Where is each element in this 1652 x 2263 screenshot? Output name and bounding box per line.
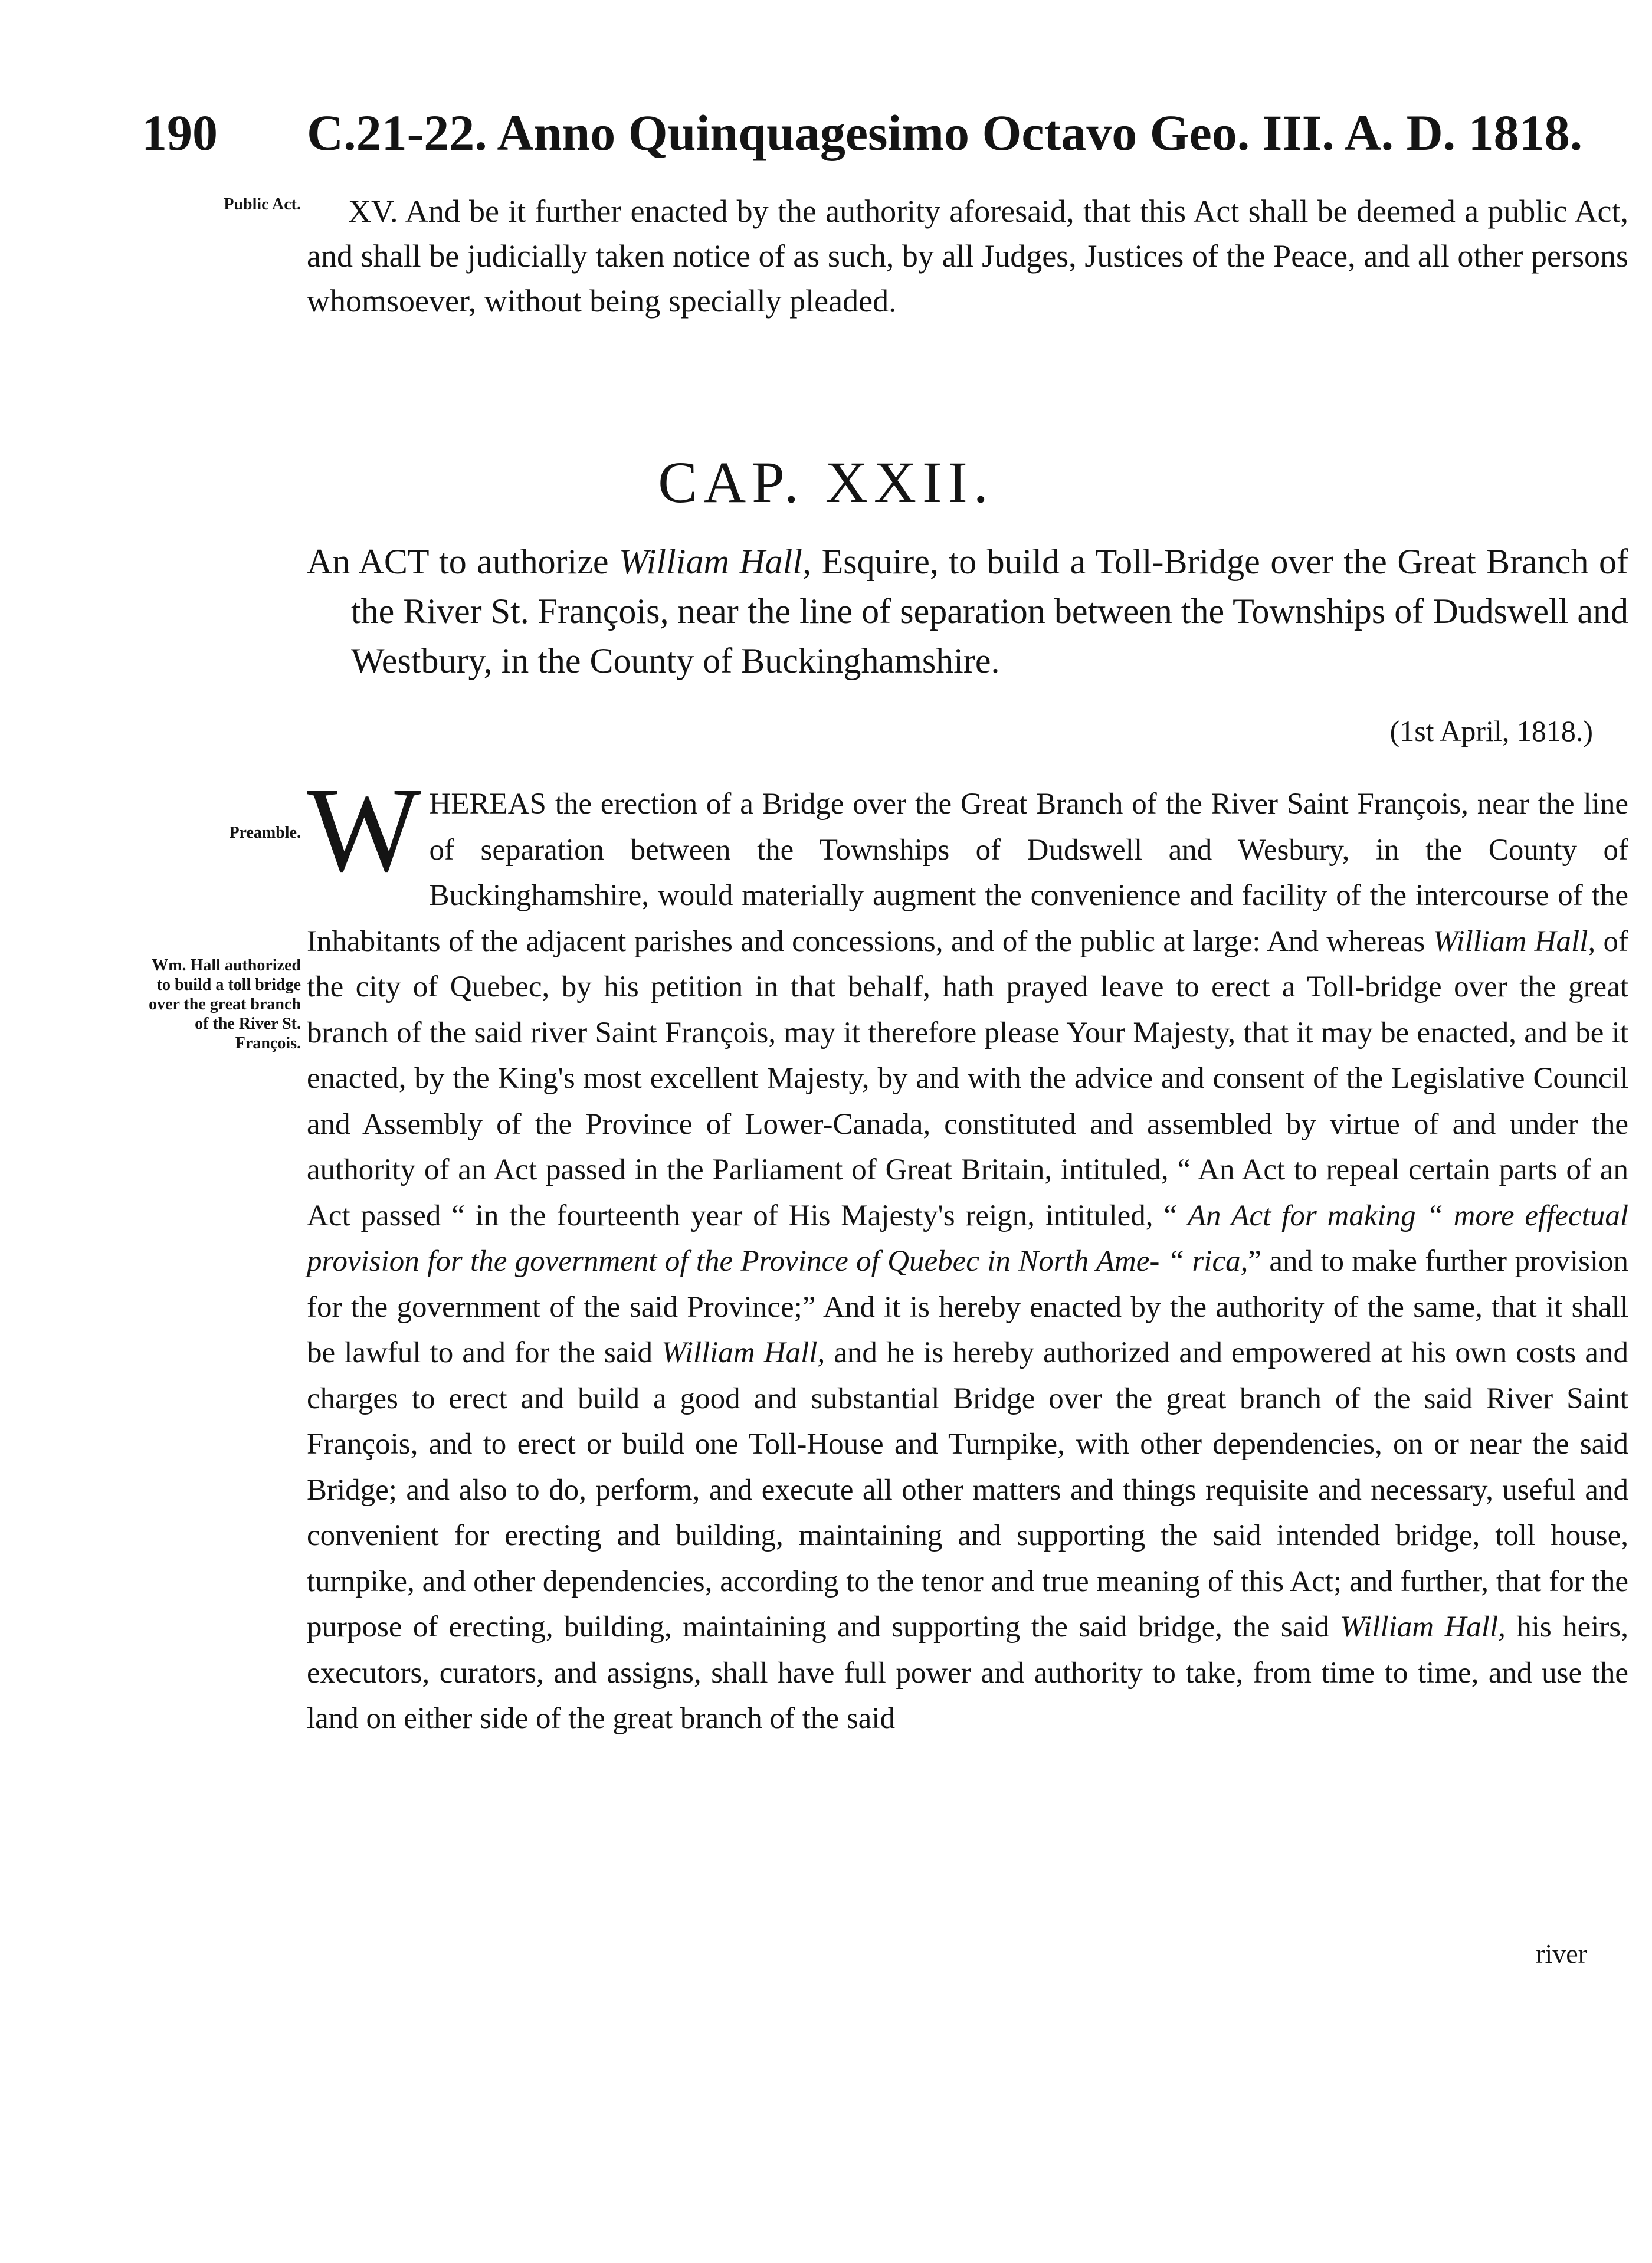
page-number: 190 — [142, 104, 218, 161]
name-william-hall-3: William Hall, — [1340, 1611, 1506, 1644]
act-date: (1st April, 1818.) — [1389, 714, 1593, 747]
act-title-rest: Esquire, to build a Toll-Bridge over the Great Branch of the River St. François, near the line of separation between the Townships of Dudswell and Westbury, in the County of Buckinghamshire. — [351, 542, 1628, 680]
body-text-4: and he is hereby authorized and empowered at his own costs and charges to erect and build a good and substantial Bridge over the great branch of the said River Saint François, and to erect or build one Toll-House and Turnpike, with other dependencies, on or near the said Bridge; and also to do, perform, and execute all other matters and things requisite and necessary, useful and convenient for erecting and building, maintaining and supporting the said intended bridge, toll house, turnpike, and other dependencies, according to the tenor and true meaning of this Act; and further, that for the purpose of erecting, building, maintaining and supporting the said bridge, the said — [307, 1336, 1628, 1644]
preamble-body — [307, 763, 1629, 1742]
name-william-hall-1: William Hall, — [1433, 924, 1596, 958]
body-text-1: HEREAS the erection of a Bridge over the Great Branch of the River Saint François, near the line of separation between the Townships of Dudswell and Wesbury, in the County of Buckinghamshire, would materially augment the convenience and facility of the intercourse of the Inhabitants of the adjacent parishes and concessions, and of the public at large: And whereas — [307, 788, 1628, 958]
chapter-heading: CAP. XXII. — [658, 450, 994, 515]
body-text-5: his heirs, executors, curators, and assigns, shall have full power and authority to take, from time to time, and use the land on either side of the great branch of the said — [307, 1611, 1628, 1735]
running-head: C.21-22. Anno Quinquagesimo Octavo Geo. III. A. D. 1818. — [307, 104, 1583, 161]
name-william-hall-2: William Hall, — [661, 1336, 825, 1369]
act-title-line — [307, 537, 1628, 686]
catchword: river — [1536, 1939, 1587, 1969]
section-xv-text: XV. And be it further enacted by the authority aforesaid, that this Act shall be deemed a public Act, and shall be judicially taken notice of as such, by all Judges, Justices of the Peace, and all other persons whomsoever, without being specially pleaded. — [307, 193, 1628, 319]
body-text-3: ” and to make further provision for the government of the said Province;” And it is hereby enacted by the authority of the same, that it shall be lawful to and for the said — [307, 1245, 1629, 1369]
margin-note-public-act: Public Act. — [224, 195, 301, 214]
cited-act-title: An Act for making “ more effectual provision for the government of the Province of Quebec in North Ame- “ rica, — [307, 1199, 1628, 1278]
margin-note-authorization: Wm. Hall authorized to build a toll bridge over the great branch of the River St. François. — [149, 956, 301, 1052]
body-text-2: of the city of Quebec, by his petition in that behalf, hath prayed leave to erect a Toll-bridge over the great branch of the said river Saint François, may it therefore please Your Majesty, that it may be enacted, and be it enacted, by the King's most excellent Majesty, by and with the advice and consent of the Legislative Council and Assembly of the Province of Lower-Canada, constituted and assembled by virtue of and under the authority of an Act passed in the Parliament of Great Britain, intituled, “ An Act to repeal certain parts of an Act passed “ in the fourteenth year of His Majesty's reign, intituled, “ — [307, 924, 1628, 1232]
act-title-lead: An ACT to authorize — [307, 542, 620, 581]
margin-note-preamble: Preamble. — [229, 824, 301, 842]
act-title — [307, 537, 1628, 686]
section-xv — [307, 189, 1628, 323]
act-title-name: William Hall, — [619, 542, 812, 581]
drop-cap: W — [307, 763, 421, 897]
